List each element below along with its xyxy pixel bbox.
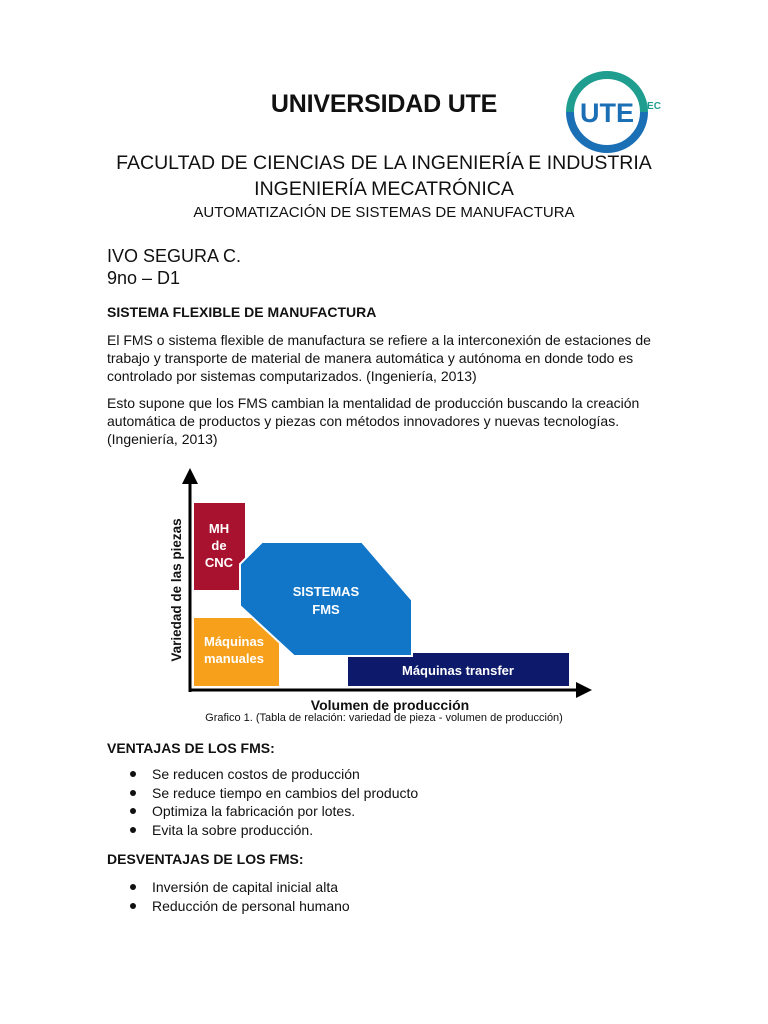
box-fms-line-1: SISTEMAS: [292, 584, 360, 599]
figure-caption: Grafico 1. (Tabla de relación: variedad de pieza - volumen de producción): [205, 712, 563, 724]
list-item-text: Inversión de capital inicial alta: [152, 879, 338, 895]
author-block: [107, 245, 241, 289]
list-item-text: Reducción de personal humano: [152, 897, 350, 914]
author-level: 9no – D1: [107, 268, 181, 288]
ute-logo-icon: [556, 67, 666, 157]
y-axis-label: Variedad de las piezas: [169, 518, 184, 662]
bullet-icon: [130, 771, 136, 777]
list-item: [107, 802, 667, 821]
bullet-icon: [130, 903, 136, 909]
desventajas-title: DESVENTAJAS DE LOS FMS:: [107, 851, 304, 867]
paragraph-2: Esto supone que los FMS cambian la mentalidad de producción buscando la creación automática de productos y piezas con métodos innovadores y nuevas tecnologías. (Ingeniería, 2013): [107, 395, 640, 447]
box-manuales-line-2: manuales: [204, 651, 264, 666]
list-item-text: Se reduce tiempo en cambios del producto: [152, 784, 419, 801]
faculty-name: FACULTAD DE CIENCIAS DE LA INGENIERÍA E INDUSTRIA: [116, 152, 652, 174]
list-item: [107, 897, 667, 916]
box-fms-line-2: FMS: [312, 602, 340, 617]
x-axis-arrow: [576, 682, 592, 698]
box-mh-cnc-line-1: MH: [208, 521, 230, 536]
logo-suffix: EC: [647, 101, 661, 112]
box-mh-cnc-line-2: de: [211, 538, 227, 553]
desventajas-list: [107, 878, 667, 915]
fms-diagram: [160, 466, 600, 714]
list-item-text: Evita la sobre producción.: [152, 821, 314, 838]
list-item: [107, 784, 667, 803]
career-name: INGENIERÍA MECATRÓNICA: [254, 178, 514, 200]
bullet-icon: [130, 827, 136, 833]
box-transfer-label: Máquinas transfer: [402, 663, 514, 678]
box-manuales-line-1: Máquinas: [204, 634, 264, 649]
author-name: IVO SEGURA C.: [107, 246, 242, 266]
bullet-icon: [130, 884, 136, 890]
y-axis-arrow: [182, 468, 198, 484]
university-title: UNIVERSIDAD UTE: [270, 90, 498, 118]
bullet-icon: [130, 790, 136, 796]
paragraph-1: El FMS o sistema flexible de manufactura se refiere a la interconexión de estaciones de trabajo y transporte de material de manera automática y autónoma en donde todo es controlado por sistemas computarizados. (Ingeniería, 2013): [107, 332, 651, 384]
ventajas-list: [107, 765, 667, 839]
bullet-icon: [130, 808, 136, 814]
list-item-text: Optimiza la fabricación por lotes.: [152, 803, 356, 819]
ute-logo: [556, 67, 666, 157]
section-title: SISTEMA FLEXIBLE DE MANUFACTURA: [107, 304, 377, 320]
list-item: [107, 765, 667, 784]
subject-name: AUTOMATIZACIÓN DE SISTEMAS DE MANUFACTURA: [193, 204, 575, 221]
list-item: [107, 821, 667, 840]
list-item-text: Se reducen costos de producción: [152, 766, 360, 782]
ventajas-title: VENTAJAS DE LOS FMS:: [107, 740, 275, 756]
logo-text: UTE: [580, 98, 634, 128]
x-axis-label: Volumen de producción: [310, 697, 470, 713]
list-item: [107, 878, 667, 897]
box-mh-cnc-line-3: CNC: [204, 555, 234, 570]
